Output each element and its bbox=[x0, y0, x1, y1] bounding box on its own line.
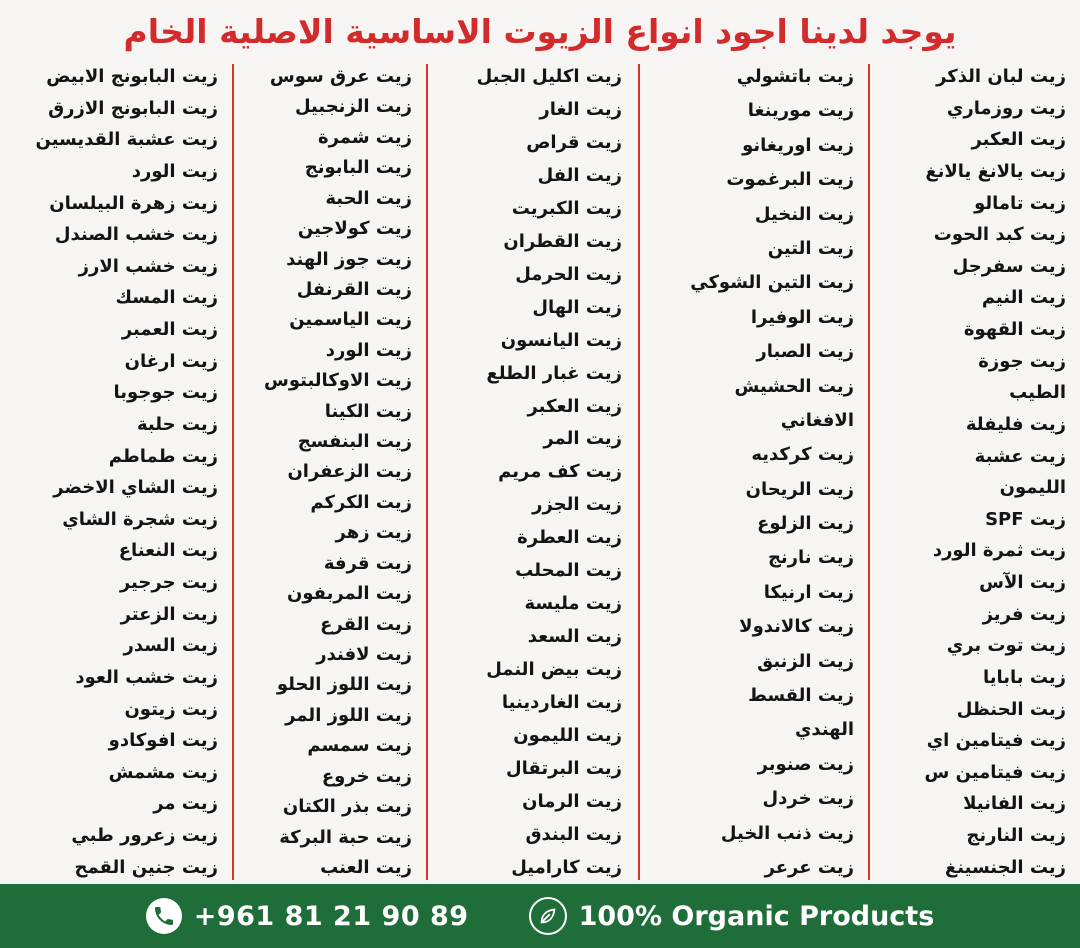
oil-list-item: زيت فريز bbox=[982, 603, 1066, 625]
oil-list-item: زيت ارغان bbox=[124, 350, 218, 372]
oil-list-item: زيت اللوز الحلو bbox=[276, 674, 412, 696]
oil-list-item: زيت الحشيش bbox=[734, 375, 854, 397]
oil-list-item: زيت الحبة bbox=[325, 187, 412, 209]
oil-list-item: زيت زهر bbox=[335, 522, 412, 544]
oil-list-item: زيت تامالو bbox=[974, 192, 1066, 214]
oil-list-item: زيت نارنج bbox=[767, 547, 854, 569]
oil-list-item: زيت الورد bbox=[325, 339, 412, 361]
phone-contact[interactable] bbox=[146, 898, 469, 934]
oil-list-item: زيت العمبر bbox=[121, 319, 218, 340]
oil-list-item: زيت القطران bbox=[503, 230, 622, 252]
oil-list-item: زيت عرعر bbox=[764, 856, 854, 878]
oil-list-item: زيت فيتامين س bbox=[924, 761, 1066, 783]
oil-list-item: زيت البابونج bbox=[304, 157, 412, 179]
oil-list-item: زيت الفانيلا bbox=[963, 793, 1066, 815]
oil-list-item: زيت SPF bbox=[985, 508, 1066, 530]
oils-column-2 bbox=[640, 60, 868, 880]
footer-bar bbox=[0, 884, 1080, 948]
oils-column-3 bbox=[428, 60, 638, 880]
oil-list-item: الهندي bbox=[794, 719, 854, 741]
oil-list-item: زيت خشب الصندل bbox=[54, 224, 218, 246]
oil-list-item: زيت اكليل الجبل bbox=[476, 66, 622, 87]
oil-list-item: زيت الزعتر bbox=[120, 603, 218, 625]
oil-list-item: زيت قرفة bbox=[323, 552, 412, 574]
oil-list-item: زيت عشبة القديسين bbox=[35, 129, 218, 151]
oil-list-item: زيت المسك bbox=[115, 287, 218, 309]
oil-list-item: زيت الورد bbox=[131, 160, 218, 182]
oil-list-item: زيت الليمون bbox=[513, 725, 622, 747]
oil-list-item: زيت لافندر bbox=[316, 644, 412, 666]
oil-list-item: زيت الفل bbox=[537, 164, 622, 186]
oil-list-item: زيت النعناع bbox=[118, 540, 218, 562]
oil-list-item: زيت ثمرة الورد bbox=[932, 540, 1066, 562]
oil-list-item: زيت الزنبق bbox=[757, 650, 854, 672]
oil-list-item: زيت ارنيكا bbox=[763, 581, 854, 603]
oil-list-item: زيت البرتقال bbox=[505, 758, 622, 780]
oil-list-item: زيت البنفسج bbox=[297, 431, 412, 453]
oil-list-item: زيت كالاندولا bbox=[739, 616, 854, 638]
oil-list-item: زيت يالانغ يالانغ bbox=[925, 160, 1066, 182]
oil-list-item: زيت القسط bbox=[748, 685, 854, 707]
oil-list-item: زيت فليفلة bbox=[965, 413, 1066, 435]
oil-list-item: زيت المر bbox=[543, 428, 622, 450]
oil-list-item: زيت كف مريم bbox=[498, 461, 622, 483]
oil-list-item: زيت البندق bbox=[525, 823, 622, 845]
page-title: يوجد لدينا اجود انواع الزيوت الاساسية الاصلية الخام bbox=[123, 11, 957, 51]
oils-column-5 bbox=[14, 60, 232, 880]
oil-list-item: زيت الوفيرا bbox=[750, 306, 854, 328]
oil-list-item: زيت الزلوع bbox=[757, 513, 854, 535]
oil-list-item: زيت المربفون bbox=[287, 583, 412, 605]
whatsapp-phone-icon bbox=[146, 898, 182, 934]
oil-list-item: زيت خردل bbox=[762, 788, 854, 810]
oil-list-item: زيت شجرة الشاي bbox=[62, 508, 218, 530]
oil-list-item: زيت عرق سوس bbox=[269, 66, 412, 87]
organic-label bbox=[529, 897, 935, 935]
oil-list-item: زيت القرع bbox=[320, 613, 412, 635]
oil-list-item: زيت الرمان bbox=[522, 790, 622, 812]
oil-list-item: زيت الياسمين bbox=[289, 309, 412, 331]
oil-list-item: زيت زعرور طبي bbox=[71, 825, 218, 846]
oil-list-item: زيت الجزر bbox=[532, 494, 622, 516]
oil-list-item: زيت غبار الطلع bbox=[486, 362, 622, 384]
oil-list-item: زيت عشبة bbox=[974, 445, 1066, 467]
oil-list-item: زيت الكينا bbox=[324, 400, 412, 422]
oil-list-item: زيت بذر الكتان bbox=[282, 796, 412, 818]
oil-list-item: زيت السعد bbox=[527, 626, 622, 648]
oil-list-item: زيت القهوة bbox=[963, 319, 1066, 340]
oil-list-item: زيت حلبة bbox=[136, 413, 218, 435]
oil-list-item: زيت الحرمل bbox=[515, 263, 622, 285]
oil-list-item: زيت مشمش bbox=[108, 761, 218, 783]
oil-list-item: زيت الحنظل bbox=[956, 698, 1066, 720]
oil-list-item: زيت الشاي الاخضر bbox=[53, 477, 218, 499]
oil-list-item: زيت الزعفران bbox=[287, 461, 412, 483]
oil-list-item: زيت افوكادو bbox=[108, 730, 218, 752]
oil-list-item: زيت البرغموت bbox=[726, 169, 854, 191]
oil-list-item: زيت سمسم bbox=[307, 735, 412, 757]
oil-list-item: زيت الهال bbox=[532, 296, 622, 318]
oil-list-item: زيت العكبر bbox=[971, 129, 1066, 151]
oil-list-item: زيت بابايا bbox=[983, 666, 1066, 688]
oil-list-item: زيت الآس bbox=[979, 572, 1066, 593]
oil-list-item: زيت النارنج bbox=[966, 825, 1066, 846]
oil-list-item: زيت جوجوبا bbox=[113, 382, 218, 404]
oil-list-item: زيت مر bbox=[153, 793, 218, 815]
oil-list-item: زيت كركديه bbox=[751, 444, 854, 466]
oil-list-item: زيت روزماري bbox=[946, 97, 1066, 119]
oil-list-item: زيت العنب bbox=[320, 856, 412, 878]
oil-list-item: زيت المحلب bbox=[515, 560, 622, 582]
oil-list-item: زيت الريحان bbox=[745, 478, 854, 500]
oil-list-item: زيت زهرة البيلسان bbox=[49, 192, 218, 214]
oil-list-item: زيت العطرة bbox=[517, 527, 622, 549]
oil-list-item: زيت جوز الهند bbox=[286, 248, 412, 270]
oil-list-item: زيت توت بري bbox=[946, 635, 1066, 657]
oils-column-1 bbox=[870, 60, 1066, 880]
oil-list-item: الطيب bbox=[1009, 382, 1066, 404]
oil-list-item: زيت ذنب الخيل bbox=[720, 822, 854, 844]
oil-list-item: زيت الغار bbox=[539, 98, 622, 120]
oil-list-item: زيت شمرة bbox=[317, 126, 412, 148]
oil-list-item: زيت النيم bbox=[981, 287, 1066, 309]
oil-list-item: زيت الكركم bbox=[310, 491, 412, 513]
organic-products-text: 100% Organic Products bbox=[578, 900, 935, 932]
oil-list-item: زيت صنوبر bbox=[757, 753, 854, 775]
oil-list-item: زيت الجنسينغ bbox=[945, 856, 1066, 878]
oil-list-item: زيت خشب الارز bbox=[78, 255, 218, 277]
oil-list-item: زيت التين bbox=[767, 237, 854, 259]
oil-list-item: الليمون bbox=[999, 477, 1066, 499]
oil-list-item: زيت كاراميل bbox=[511, 856, 622, 878]
oil-list-item: زيت الكبريت bbox=[511, 197, 622, 219]
oils-column-4 bbox=[234, 60, 426, 880]
oil-list-item: زيت حبة البركة bbox=[279, 826, 412, 848]
oil-list-item: زيت جوزة bbox=[978, 350, 1066, 372]
oil-list-item: زيت قراص bbox=[526, 131, 622, 153]
oil-list-item: زيت مليسة bbox=[524, 593, 622, 615]
oil-list-item: زيت البابونج الابيض bbox=[46, 66, 218, 87]
oil-list-item: زيت فيتامين اي bbox=[926, 730, 1066, 752]
oil-list-item: زيت الغاردينيا bbox=[501, 692, 622, 714]
oil-list-item: زيت النخيل bbox=[754, 203, 854, 225]
oil-list-item: زيت لبان الذكر bbox=[936, 66, 1066, 87]
oil-list-item: زيت سفرجل bbox=[952, 255, 1066, 277]
organic-leaf-badge-icon bbox=[529, 897, 567, 935]
oil-list-item: زيت القرنفل bbox=[296, 278, 412, 300]
oil-list-item: زيت اوريغانو bbox=[742, 134, 854, 156]
oil-list-item: زيت جنين القمح bbox=[74, 856, 218, 878]
oil-list-item: زيت باتشولي bbox=[736, 66, 854, 87]
oil-list-item: زيت الزنجبيل bbox=[294, 96, 412, 118]
oil-list-item: زيت خشب العود bbox=[75, 666, 218, 688]
oil-list-item: زيت التين الشوكي bbox=[690, 272, 854, 294]
oil-list-item: زيت كولاجين bbox=[297, 218, 412, 240]
oil-list-item: الافغاني bbox=[780, 409, 854, 431]
oil-list-item: زيت طماطم bbox=[108, 445, 218, 467]
oil-list-item: زيت خروع bbox=[321, 765, 412, 787]
oil-list-item: زيت كبد الحوت bbox=[933, 224, 1066, 246]
oil-list-item: زيت الاوكالبتوس bbox=[263, 370, 412, 392]
oil-list-item: زيت جرجير bbox=[119, 572, 218, 593]
oil-list-item: زيت البابونج الازرق bbox=[48, 97, 218, 119]
oil-list-item: زيت مورينغا bbox=[747, 100, 854, 122]
oil-list-item: زيت بيض النمل bbox=[486, 659, 622, 681]
oil-list-item: زيت اليانسون bbox=[500, 329, 622, 351]
oil-list-item: زيت الصبار bbox=[756, 341, 854, 363]
oils-list-grid bbox=[14, 60, 1066, 880]
phone-number: +961 81 21 90 89 bbox=[193, 900, 469, 932]
oil-list-item: زيت زيتون bbox=[124, 698, 218, 720]
oil-list-item: زيت اللوز المر bbox=[285, 704, 412, 726]
oil-list-item: زيت السدر bbox=[123, 635, 218, 657]
oil-list-item: زيت العكبر bbox=[527, 395, 622, 417]
